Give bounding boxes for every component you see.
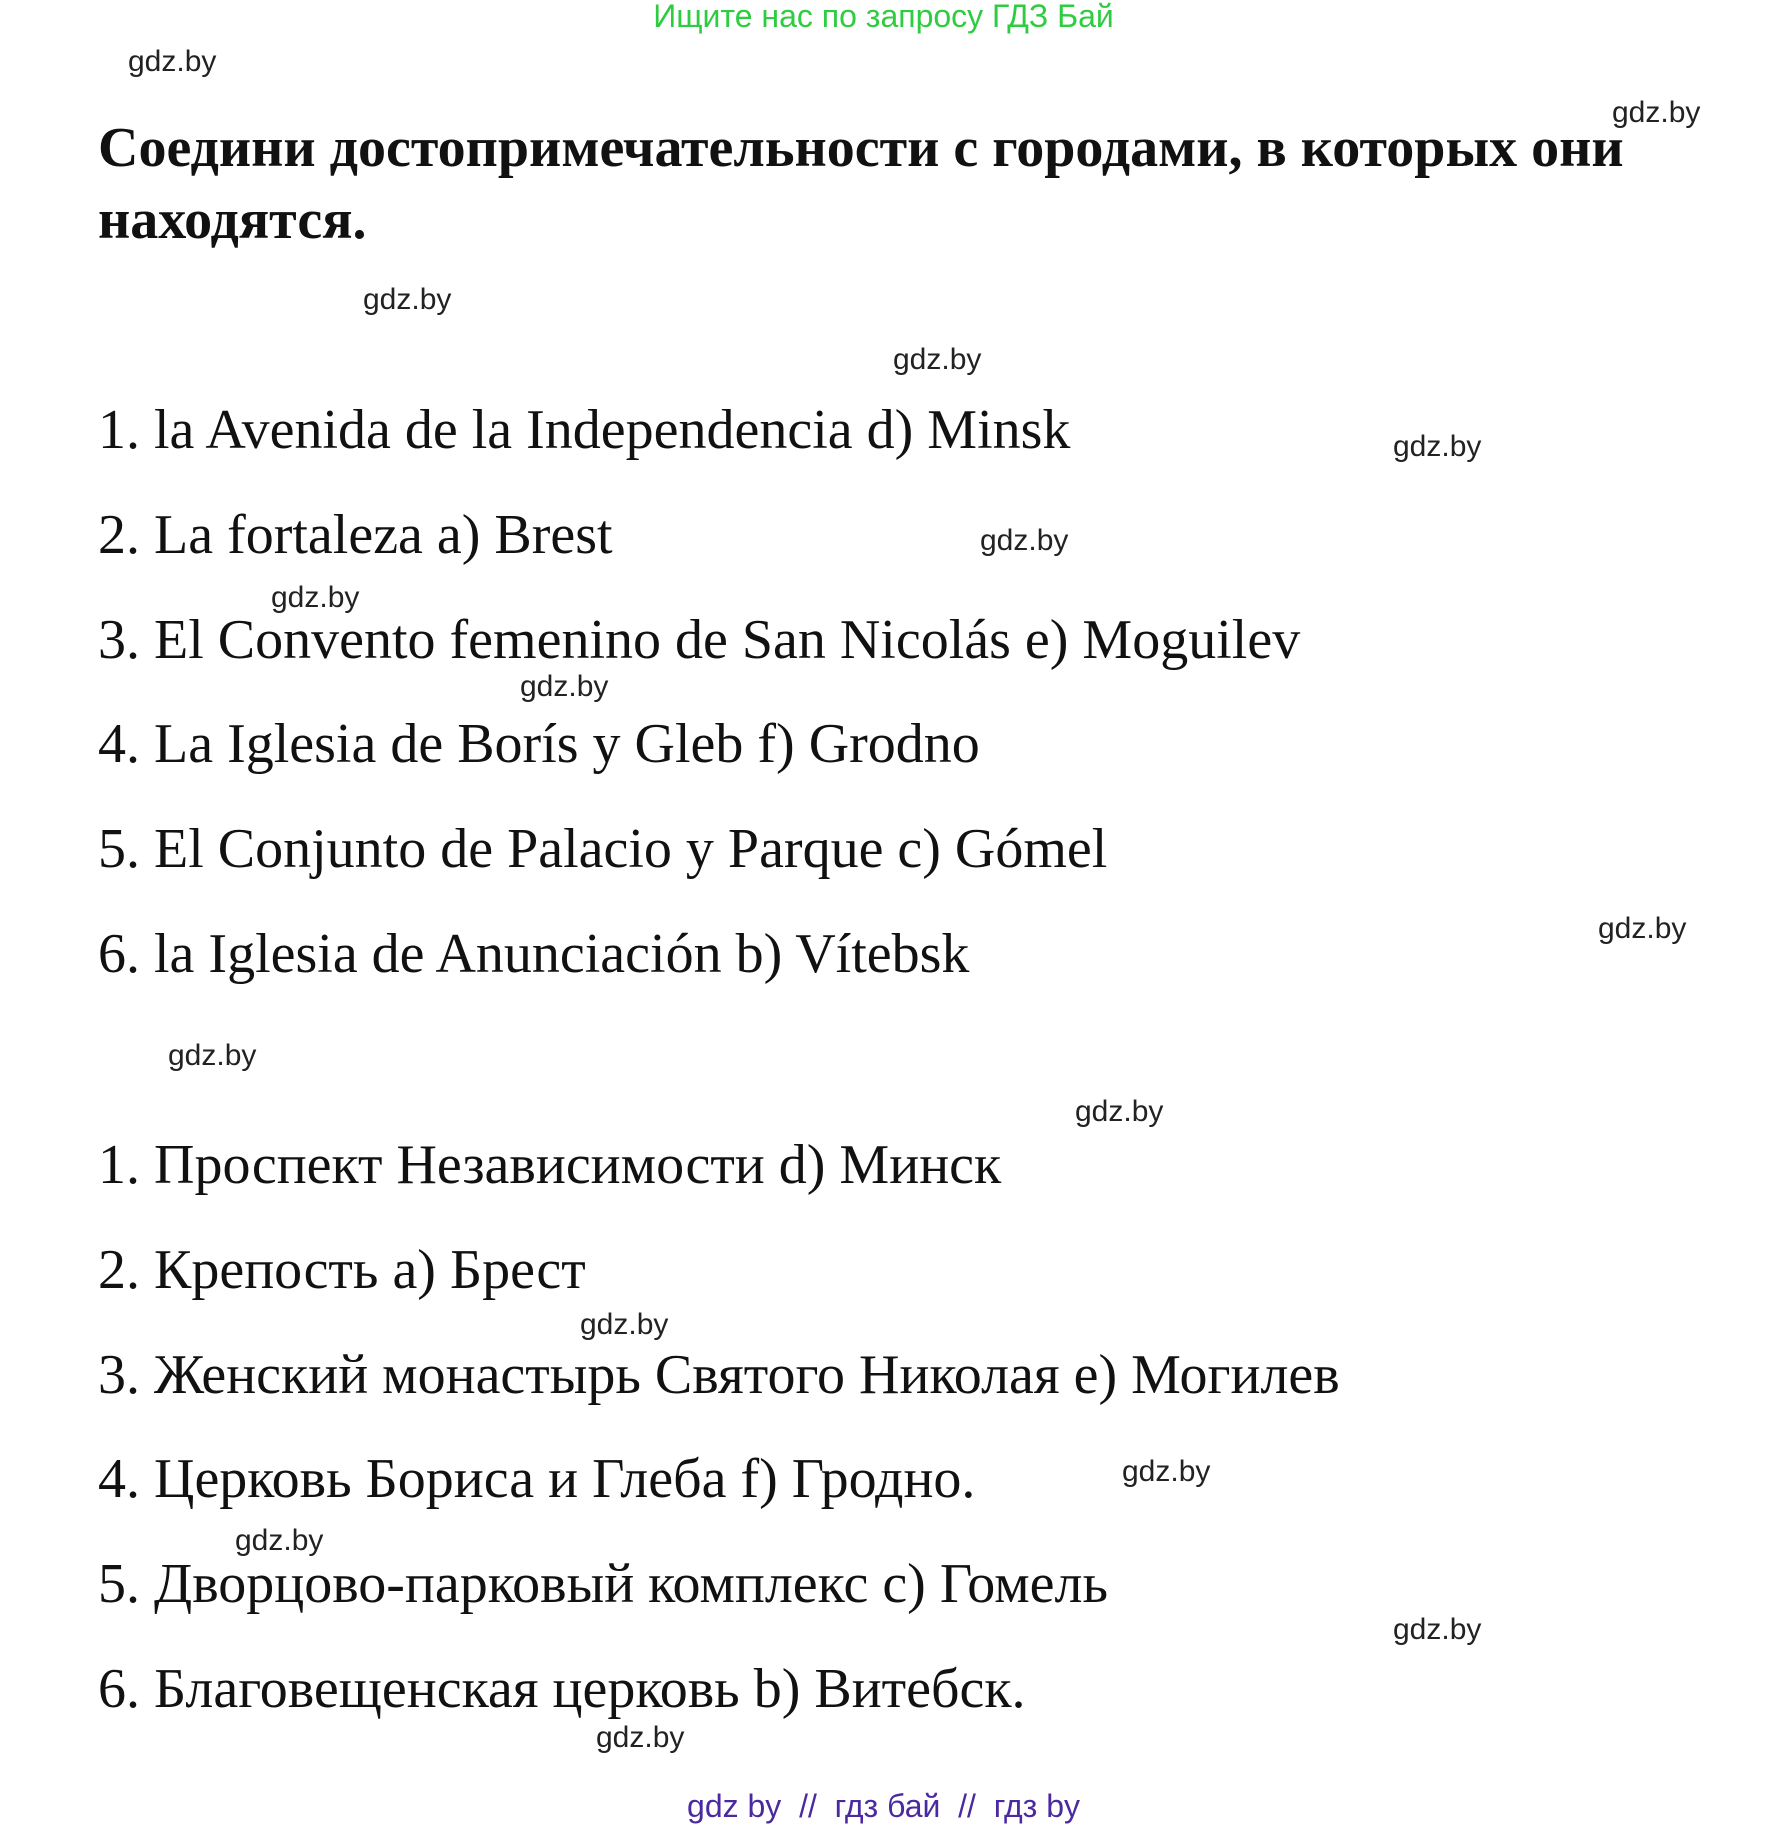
task-title: Соедини достопримечательности с городами, в которых они находятся. xyxy=(98,117,1624,251)
russian-item-1: 1. Проспект Независимости d) Минск xyxy=(98,1134,1002,1196)
russian-item-5: 5. Дворцово-парковый комплекс c) Гомель xyxy=(98,1553,1108,1615)
watermark: gdz.by xyxy=(128,45,217,78)
russian-item-3: 3. Женский монастырь Святого Николая e) Могилев xyxy=(98,1344,1340,1406)
russian-item-4: 4. Церковь Бориса и Глеба f) Гродно. xyxy=(98,1448,976,1510)
spanish-item-1: 1. la Avenida de la Independencia d) Minsk xyxy=(98,399,1071,461)
watermark: gdz.by xyxy=(980,524,1069,557)
spanish-item-4: 4. La Iglesia de Borís y Gleb f) Grodno xyxy=(98,713,980,775)
watermark: gdz.by xyxy=(1393,430,1482,463)
spanish-item-5: 5. El Conjunto de Palacio y Parque c) Gómel xyxy=(98,818,1108,880)
watermark: gdz.by xyxy=(235,1524,324,1557)
watermark: gdz.by xyxy=(271,581,360,614)
russian-item-2: 2. Крепость a) Брест xyxy=(98,1239,586,1301)
watermark: gdz.by xyxy=(1598,912,1687,945)
watermark: gdz.by xyxy=(580,1308,669,1341)
footer-links: gdz by // гдз бай // гдз by xyxy=(687,1788,1080,1824)
watermark: gdz.by xyxy=(520,670,609,703)
spanish-item-3: 3. El Convento femenino de San Nicolás e) Moguilev xyxy=(98,609,1301,671)
spanish-item-2: 2. La fortaleza a) Brest xyxy=(98,504,613,566)
watermark: gdz.by xyxy=(1393,1613,1482,1646)
watermark: gdz.by xyxy=(1075,1095,1164,1128)
watermark: gdz.by xyxy=(168,1039,257,1072)
watermark: gdz.by xyxy=(596,1721,685,1754)
spanish-item-6: 6. la Iglesia de Anunciación b) Vítebsk xyxy=(98,923,970,985)
russian-item-6: 6. Благовещенская церковь b) Витебск. xyxy=(98,1658,1026,1720)
top-banner: Ищите нас по запросу ГДЗ Бай xyxy=(653,0,1114,34)
watermark: gdz.by xyxy=(1612,96,1701,129)
watermark: gdz.by xyxy=(893,343,982,376)
watermark: gdz.by xyxy=(363,283,452,316)
watermark: gdz.by xyxy=(1122,1455,1211,1488)
